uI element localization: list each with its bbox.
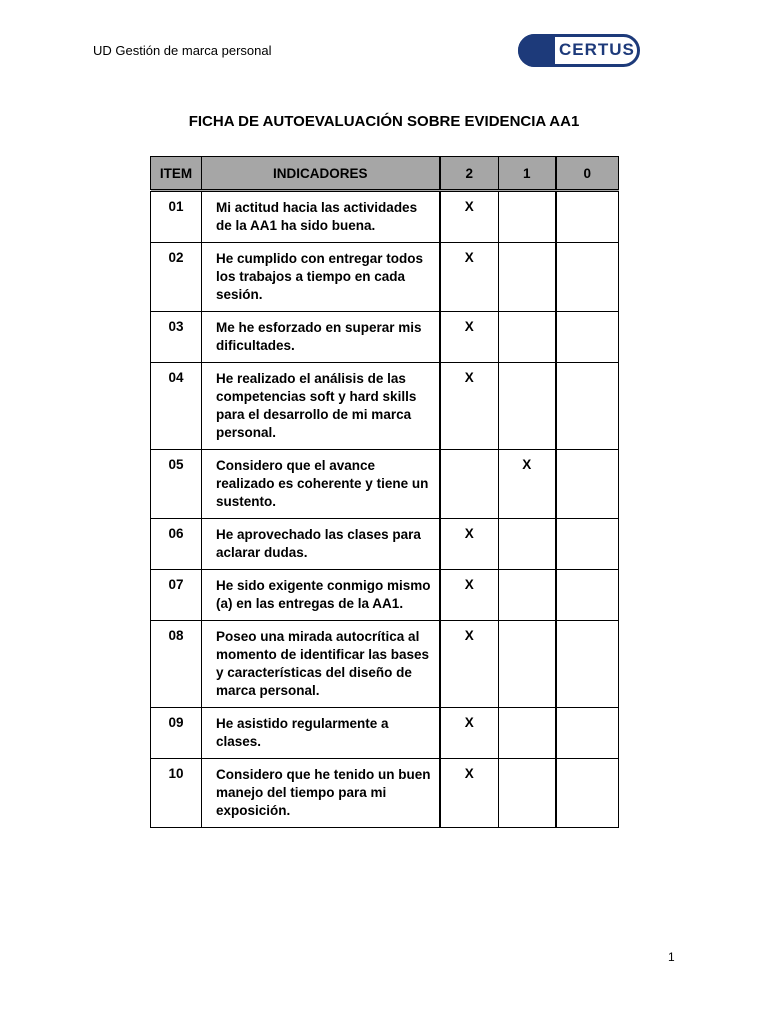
table-row xyxy=(151,450,619,519)
document-header-title: UD Gestión de marca personal xyxy=(93,43,272,58)
table-row xyxy=(151,570,619,621)
table-row xyxy=(151,243,619,312)
indicator-text: He realizado el análisis de las competencias soft y hard skills para el desarrollo de mi marca personal. xyxy=(202,363,440,450)
score-1-cell xyxy=(499,191,556,243)
score-1-cell xyxy=(499,519,556,570)
score-2-cell: X xyxy=(440,570,499,621)
score-1-cell: X xyxy=(499,450,556,519)
score-2-cell: X xyxy=(440,759,499,828)
score-0-cell xyxy=(556,708,619,759)
col-header-2: 2 xyxy=(440,157,499,191)
score-1-cell xyxy=(499,759,556,828)
indicator-text: Mi actitud hacia las actividades de la AA1 ha sido buena. xyxy=(202,191,440,243)
col-header-item: ITEM xyxy=(151,157,202,191)
item-number: 05 xyxy=(151,450,202,519)
score-1-cell xyxy=(499,570,556,621)
score-0-cell xyxy=(556,450,619,519)
table-row xyxy=(151,312,619,363)
score-0-cell xyxy=(556,191,619,243)
table-row xyxy=(151,621,619,708)
indicator-text: He aprovechado las clases para aclarar dudas. xyxy=(202,519,440,570)
item-number: 10 xyxy=(151,759,202,828)
col-header-indicadores: INDICADORES xyxy=(202,157,440,191)
score-1-cell xyxy=(499,312,556,363)
col-header-0: 0 xyxy=(556,157,619,191)
item-number: 03 xyxy=(151,312,202,363)
page-title: FICHA DE AUTOEVALUACIÓN SOBRE EVIDENCIA AA1 xyxy=(188,113,580,130)
item-number: 09 xyxy=(151,708,202,759)
indicator-text: Considero que he tenido un buen manejo del tiempo para mi exposición. xyxy=(202,759,440,828)
table-row xyxy=(151,759,619,828)
table-row xyxy=(151,363,619,450)
evaluation-table xyxy=(150,156,619,828)
score-1-cell xyxy=(499,243,556,312)
score-1-cell xyxy=(499,708,556,759)
page-number: 1 xyxy=(668,950,675,964)
score-1-cell xyxy=(499,363,556,450)
score-0-cell xyxy=(556,519,619,570)
score-0-cell xyxy=(556,312,619,363)
item-number: 04 xyxy=(151,363,202,450)
score-2-cell: X xyxy=(440,312,499,363)
score-1-cell xyxy=(499,621,556,708)
score-0-cell xyxy=(556,570,619,621)
logo-wordmark: CERTUS xyxy=(559,40,635,59)
certus-logo xyxy=(518,34,640,67)
score-0-cell xyxy=(556,759,619,828)
score-2-cell: X xyxy=(440,363,499,450)
indicator-text: Poseo una mirada autocrítica al momento de identificar las bases y características del diseño de marca personal. xyxy=(202,621,440,708)
table-row xyxy=(151,519,619,570)
col-header-1: 1 xyxy=(499,157,556,191)
item-number: 07 xyxy=(151,570,202,621)
score-2-cell xyxy=(440,450,499,519)
indicator-text: He sido exigente conmigo mismo (a) en las entregas de la AA1. xyxy=(202,570,440,621)
item-number: 06 xyxy=(151,519,202,570)
indicator-text: He cumplido con entregar todos los trabajos a tiempo en cada sesión. xyxy=(202,243,440,312)
item-number: 08 xyxy=(151,621,202,708)
item-number: 01 xyxy=(151,191,202,243)
score-0-cell xyxy=(556,243,619,312)
table-header-row xyxy=(151,157,619,191)
score-2-cell: X xyxy=(440,708,499,759)
score-0-cell xyxy=(556,621,619,708)
logo-emblem xyxy=(518,34,552,67)
indicator-text: Considero que el avance realizado es coherente y tiene un sustento. xyxy=(202,450,440,519)
score-0-cell xyxy=(556,363,619,450)
table-row xyxy=(151,191,619,243)
score-2-cell: X xyxy=(440,519,499,570)
score-2-cell: X xyxy=(440,191,499,243)
table-row xyxy=(151,708,619,759)
indicator-text: Me he esforzado en superar mis dificultades. xyxy=(202,312,440,363)
item-number: 02 xyxy=(151,243,202,312)
indicator-text: He asistido regularmente a clases. xyxy=(202,708,440,759)
score-2-cell: X xyxy=(440,243,499,312)
score-2-cell: X xyxy=(440,621,499,708)
